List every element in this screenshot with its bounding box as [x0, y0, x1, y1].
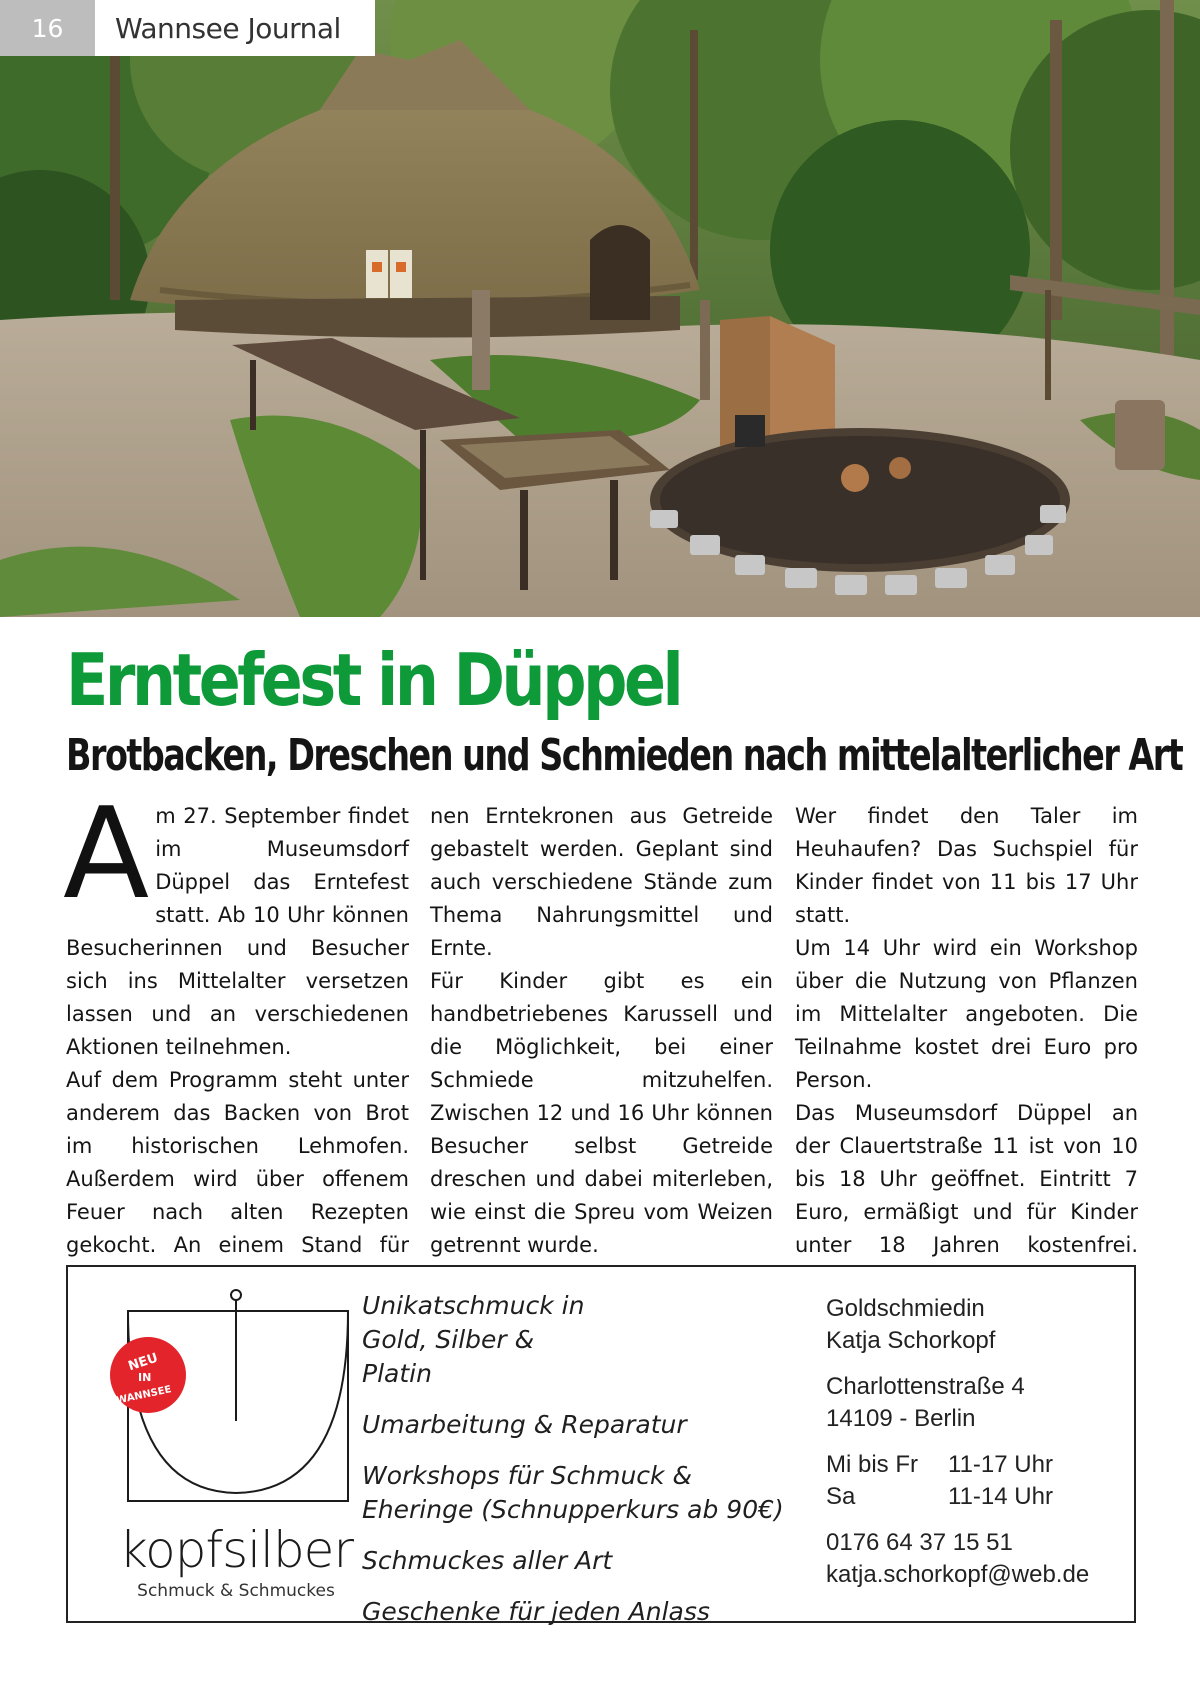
article-subtitle: Brotbacken, Dreschen und Schmieden nach mittelalterlicher Art: [66, 730, 1183, 781]
service-item: Geschenke für jeden Anlass: [362, 1597, 710, 1626]
journal-title: Wannsee Journal: [95, 0, 375, 56]
service-item: Unikatschmuck in Gold, Silber & Platin: [362, 1291, 585, 1388]
page-header: [0, 0, 375, 56]
article-column-2: [430, 800, 773, 1262]
paragraph: m 27. September findet im Museumsdorf Düppel das Erntefest statt. Ab 10 Uhr können Besucherinnen und Besucher sich ins Mittelalter versetzen lassen und an verschiedenen Aktionen teilnehmen.: [66, 804, 409, 1059]
email-address: katja.schorkopf@web.de: [826, 1561, 1090, 1588]
paragraph: Für Kinder gibt es ein handbetriebenes Karussell und die Möglichkeit, bei einer Schmiede mitzuhelfen. Zwischen 12 und 16 Uhr können Besucher selbst Getreide dreschen und dabei miterleben, wie einst die Spreu vom Weizen getrennt wurde.: [430, 969, 773, 1257]
hours-row: [826, 1481, 1089, 1513]
hours-days: Sa: [826, 1483, 856, 1510]
page-number: 16: [0, 0, 95, 56]
paragraph: nen Erntekronen aus Getreide gebastelt werden. Geplant sind auch verschiedene Stände zum Thema Nahrungsmittel und Ernte.: [430, 804, 773, 960]
contact-address: [826, 1371, 1089, 1435]
contact-details: [826, 1527, 1089, 1591]
hours-days: Mi bis Fr: [826, 1451, 918, 1478]
contact-name: [826, 1293, 1089, 1357]
badge-line-1: NEU: [126, 1350, 160, 1375]
kopfsilber-logo: [96, 1281, 376, 1607]
contact-person: Katja Schorkopf: [826, 1327, 996, 1354]
hours-time: 11-17 Uhr: [948, 1451, 1053, 1478]
article-photo: [0, 0, 1200, 617]
badge-line-2: IN: [138, 1371, 152, 1384]
museum-village-photo: [0, 0, 1200, 617]
opening-hours: [826, 1449, 1089, 1513]
contact-title: Goldschmiedin: [826, 1295, 985, 1322]
advertisement: [66, 1265, 1136, 1626]
article-column-3: [795, 800, 1138, 1295]
services-list: [362, 1289, 792, 1646]
new-in-wannsee-badge: [110, 1337, 186, 1413]
article-title: Erntefest in Düppel: [66, 638, 681, 722]
hours-time: 11-14 Uhr: [948, 1483, 1053, 1510]
badge-line-3: WANNSEE: [115, 1384, 173, 1407]
brand-name: kopfsilber: [119, 1521, 353, 1579]
paragraph: Um 14 Uhr wird ein Workshop über die Nutzung von Pflanzen im Mittelalter angeboten. Die Teilnahme kostet drei Euro pro Person.: [795, 936, 1138, 1092]
contact-block: [826, 1293, 1089, 1605]
service-item: Umarbeitung & Reparatur: [362, 1410, 687, 1439]
paragraph: Auf dem Programm steht unter anderem das Backen von Brot im historischen Lehmofen. Außerdem wird über offenem Feuer nach alten Rezepten gekocht. An einem Stand für: [66, 1068, 409, 1257]
paragraph-text: Das Museumsdorf Düppel an der Clauertstraße 11 ist von 10 bis 18 Uhr geöffnet. Eintritt 7 Euro, ermäßigt und für Kinder unter 18 Jahren kostenfrei.: [795, 1101, 1138, 1257]
phone-number: 0176 64 37 15 51: [826, 1529, 1013, 1556]
address-city: 14109 - Berlin: [826, 1405, 976, 1432]
service-item: Schmuckes aller Art: [362, 1546, 613, 1575]
service-item: Workshops für Schmuck & Eheringe (Schnupperkurs ab 90€): [362, 1461, 784, 1524]
paragraph: Wer findet den Taler im Heuhaufen? Das Suchspiel für Kinder findet von 11 bis 17 Uhr statt.: [795, 804, 1138, 927]
article-column-1: [63, 780, 409, 1295]
hours-row: [826, 1449, 1089, 1481]
address-street: Charlottenstraße 4: [826, 1373, 1025, 1400]
brand-tagline: Schmuck & Schmuckes: [137, 1581, 335, 1601]
drop-cap: A: [63, 780, 150, 927]
